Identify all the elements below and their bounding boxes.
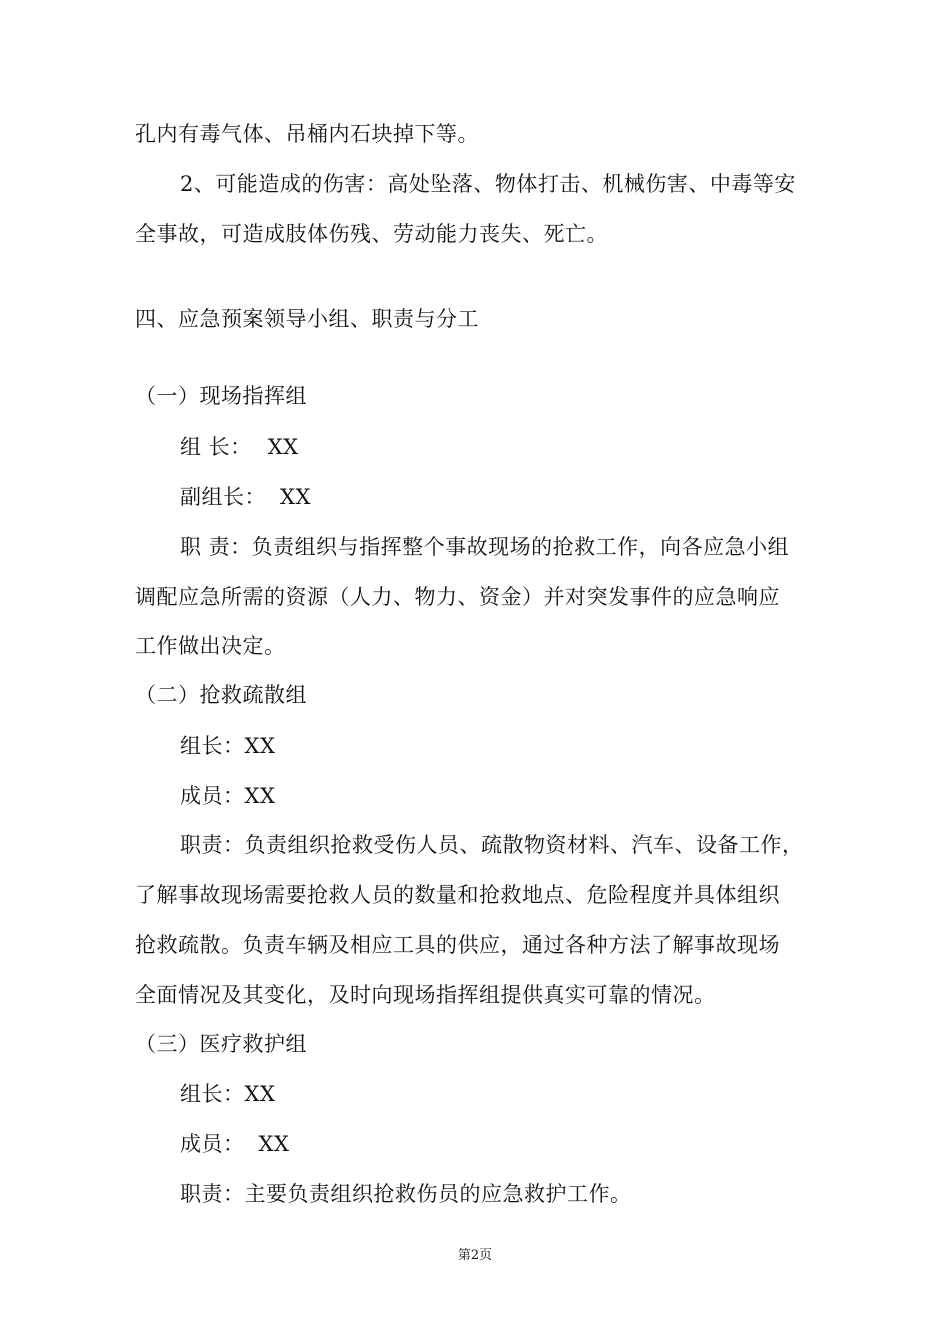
- paragraph-line: 了解事故现场需要抢救人员的数量和抢救地点、危险程度并具体组织: [135, 883, 780, 907]
- subsection-heading: （三）医疗救护组: [135, 1032, 307, 1056]
- subsection-heading: （一）现场指挥组: [135, 384, 307, 408]
- members-line: 成员：XX: [180, 784, 276, 808]
- paragraph-line: 2、可能造成的伤害：高处坠落、物体打击、机械伤害、中毒等安: [180, 172, 796, 196]
- members-label: 成员：: [180, 1132, 245, 1156]
- deputy-line: [180, 482, 825, 512]
- paragraph-line: 职 责：负责组织与指挥整个事故现场的抢救工作，向各应急小组: [180, 535, 790, 559]
- paragraph-line: 抢救疏散。负责车辆及相应工具的供应，通过各种方法了解事故现场: [135, 933, 780, 957]
- subsection-heading: （二）抢救疏散组: [135, 683, 307, 707]
- section-heading: 四、应急预案领导小组、职责与分工: [135, 307, 479, 331]
- paragraph-line: 职责：负责组织抢救受伤人员、疏散物资材料、汽车、设备工作，: [180, 833, 804, 857]
- members-line: [180, 1129, 825, 1159]
- paragraph-line: 孔内有毒气体、吊桶内石块掉下等。: [135, 122, 479, 146]
- leader-label: 组 长：: [180, 435, 252, 459]
- deputy-label: 副组长：: [180, 485, 266, 509]
- paragraph-line: 全事故，可造成肢体伤残、劳动能力丧失、死亡。: [135, 222, 608, 246]
- leader-value: XX: [267, 435, 299, 459]
- paragraph-line: 全面情况及其变化，及时向现场指挥组提供真实可靠的情况。: [135, 983, 716, 1007]
- paragraph-line: 工作做出决定。: [135, 634, 286, 658]
- leader-line: 组长：XX: [180, 1082, 276, 1106]
- leader-line: [180, 432, 825, 462]
- paragraph-line: 职责：主要负责组织抢救伤员的应急救护工作。: [180, 1182, 632, 1206]
- paragraph-line: 调配应急所需的资源（人力、物力、资金）并对突发事件的应急响应: [135, 585, 780, 609]
- members-value: XX: [258, 1132, 290, 1156]
- leader-line: 组长：XX: [180, 734, 276, 758]
- deputy-value: XX: [280, 485, 311, 509]
- page-number: 第2页: [457, 1248, 493, 1263]
